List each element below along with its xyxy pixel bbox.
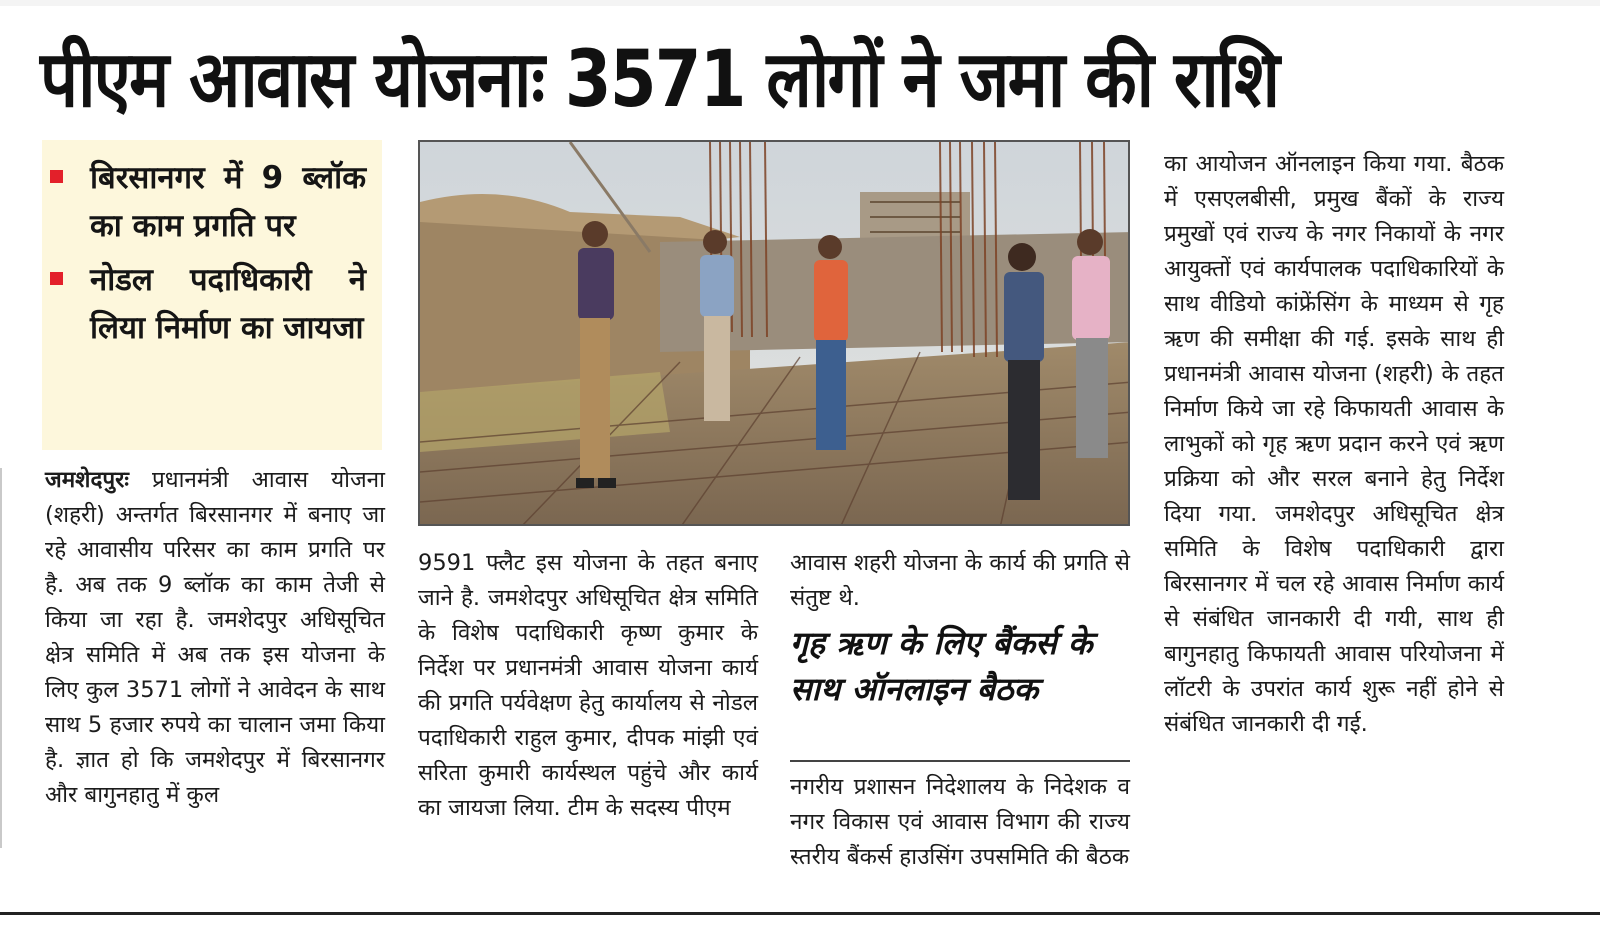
subheading: गृह ऋण के लिए बैंकर्स के साथ ऑनलाइन बैठक bbox=[790, 624, 1093, 708]
article-column-3b bbox=[790, 770, 1130, 875]
column-3-text: आवास शहरी योजना के कार्य की प्रगति से संतुष्ट थे. bbox=[790, 550, 1130, 611]
article-column-4 bbox=[1164, 147, 1504, 742]
bullet-square-icon bbox=[50, 170, 63, 183]
highlight-item bbox=[90, 256, 366, 352]
highlight-text: नोडल पदाधिकारी ने लिया निर्माण का जायजा bbox=[90, 262, 366, 346]
highlight-item bbox=[90, 154, 366, 250]
column-divider bbox=[0, 468, 2, 848]
highlights-box bbox=[42, 140, 382, 450]
construction-site-photo bbox=[418, 140, 1130, 526]
person-figure bbox=[1072, 229, 1110, 458]
person-figure bbox=[576, 221, 616, 488]
bottom-rule bbox=[0, 912, 1600, 915]
column-3b-text: नगरीय प्रशासन निदेशालय के निदेशक व नगर विकास एवं आवास विभाग की राज्य स्तरीय बैंकर्स हाउसिंग उपसमिति की बैठक bbox=[790, 774, 1130, 870]
person-figure bbox=[814, 235, 848, 450]
article-column-1 bbox=[45, 463, 385, 813]
article-column-2 bbox=[418, 546, 758, 826]
dateline: जमशेदपुरः bbox=[45, 467, 129, 493]
column-1-text: प्रधानमंत्री आवास योजना (शहरी) अन्तर्गत बिरसानगर में बनाए जा रहे आवासीय परिसर का काम प्रगति पर है. अब तक 9 ब्लॉक का काम तेजी से किया जा रहा है. जमशेदपुर अधिसूचित क्षेत्र समिति में अब तक इस योजना के लिए कुल 3571 लोगों ने आवेदन के साथ साथ 5 हजार रुपये का चालान जमा किया है. ज्ञात हो कि जमशेदपुर में बिरसानगर और बागुनहातु में कुल bbox=[45, 467, 385, 808]
highlight-text: बिरसानगर में 9 ब्लॉक का काम प्रगति पर bbox=[90, 160, 366, 244]
article-column-3 bbox=[790, 546, 1130, 616]
subheading-rule bbox=[790, 760, 1130, 762]
headline: पीएम आवास योजनाः 3571 लोगों ने जमा की राशि bbox=[40, 35, 1279, 125]
column-2-text: 9591 फ्लैट इस योजना के तहत बनाए जाने है. जमशेदपुर अधिसूचित क्षेत्र समिति के विशेष पदाधिकारी कृष्ण कुमार के निर्देश पर प्रधानमंत्री आवास योजना कार्य की प्रगति पर्यवेक्षण हेतु कार्यालय से नोडल पदाधिकारी राहुल कुमार, दीपक मांझी एवं सरिता कुमारी कार्यस्थल पहुंचे और कार्य का जायजा लिया. टीम के सदस्य पीएम bbox=[418, 550, 758, 821]
person-figure bbox=[700, 230, 734, 421]
column-4-text: का आयोजन ऑनलाइन किया गया. बैठक में एसएलबीसी, प्रमुख बैंकों के राज्य प्रमुखों एवं राज्य के नगर निकायों के नगर आयुक्तों एवं कार्यपालक पदाधिकारियों के साथ वीडियो कांफ्रेंसिंग के माध्यम से गृह ऋण की समीक्षा की गई. इसके साथ ही प्रधानमंत्री आवास योजना (शहरी) के तहत निर्माण किये जा रहे किफायती आवास के लाभुकों को गृह ऋण प्रदान करने एवं ऋण प्रक्रिया को और सरल बनाने हेतु निर्देश दिया गया. जमशेदपुर अधिसूचित क्षेत्र समिति के विशेष पदाधिकारी द्वारा बिरसानगर में चल रहे आवास निर्माण कार्य से संबंधित जानकारी दी गयी, साथ ही बागुनहातु किफायती आवास परियोजना में लॉटरी के उपरांत कार्य शुरू नहीं होने से संबंधित जानकारी दी गई. bbox=[1164, 151, 1504, 737]
bullet-square-icon bbox=[50, 272, 63, 285]
photo-illustration bbox=[420, 142, 1130, 526]
person-figure bbox=[1004, 243, 1044, 500]
top-rule bbox=[0, 0, 1600, 6]
